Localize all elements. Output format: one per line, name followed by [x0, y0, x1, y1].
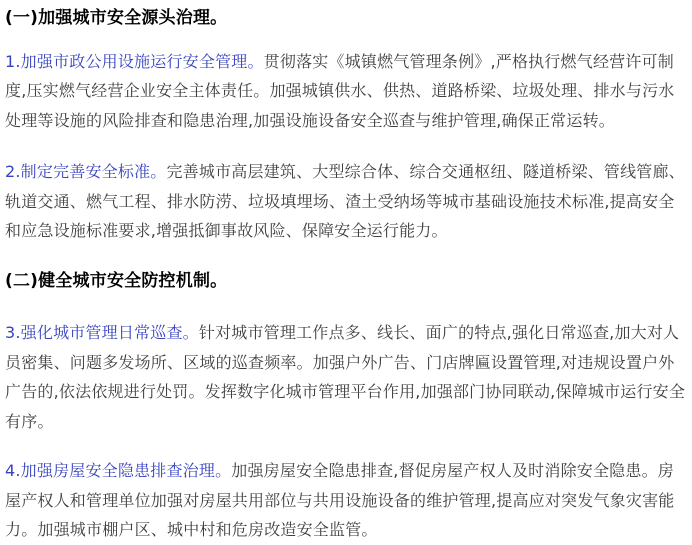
paragraph-2 — [5, 157, 688, 246]
paragraph-1-text: 贯彻落实《城镇燃气管理条例》,严格执行燃气经营许可制度,压实燃气经营企业安全主体责任。加强城镇供水、供热、道路桥梁、垃圾处理、排水与污水处理等设施的风险排查和隐患治理,加强设施设备安全巡查与维护管理,确保正常运转。 — [5, 51, 675, 130]
document-body — [5, 4, 688, 545]
section-heading-1: (一)加强城市安全源头治理。 — [5, 8, 228, 28]
paragraph-3-text: 针对城市管理工作点多、线长、面广的特点,强化日常巡查,加大对人员密集、问题多发场所、区域的巡查频率。加强户外广告、门店牌匾设置管理,对违规设置户外广告的,依法依规进行处罚。发挥数字化城市管理平台作用,加强部门协同联动,保障城市运行安全有序。 — [5, 323, 686, 431]
paragraph-4-text: 加强房屋安全隐患排查,督促房屋产权人及时消除安全隐患。房屋产权人和管理单位加强对房屋共用部位与共用设施设备的维护管理,提高应对突发气象灾害能力。加强城市棚户区、城中村和危房改造安全监管。 — [5, 461, 675, 539]
section-heading-2: (二)健全城市安全防控机制。 — [5, 270, 228, 291]
paragraph-3 — [5, 318, 688, 436]
paragraph-4-lead: 4.加强房屋安全隐患排查治理。 — [5, 461, 232, 480]
paragraph-1 — [5, 47, 688, 136]
paragraph-1-lead: 1.加强市政公用设施运行安全管理。 — [5, 51, 264, 71]
paragraph-2-text: 完善城市高层建筑、大型综合体、综合交通枢纽、隧道桥梁、管线管廊、轨道交通、燃气工程、排水防涝、垃圾填埋场、渣土受纳场等城市基础设施技术标准,提高安全和应急设施标准要求,增强抵御事故风险、保障安全运行能力。 — [5, 162, 685, 240]
paragraph-2-lead: 2.制定完善安全标准。 — [5, 162, 167, 181]
paragraph-3-lead: 3.强化城市管理日常巡查。 — [5, 323, 199, 342]
paragraph-4 — [5, 456, 688, 545]
